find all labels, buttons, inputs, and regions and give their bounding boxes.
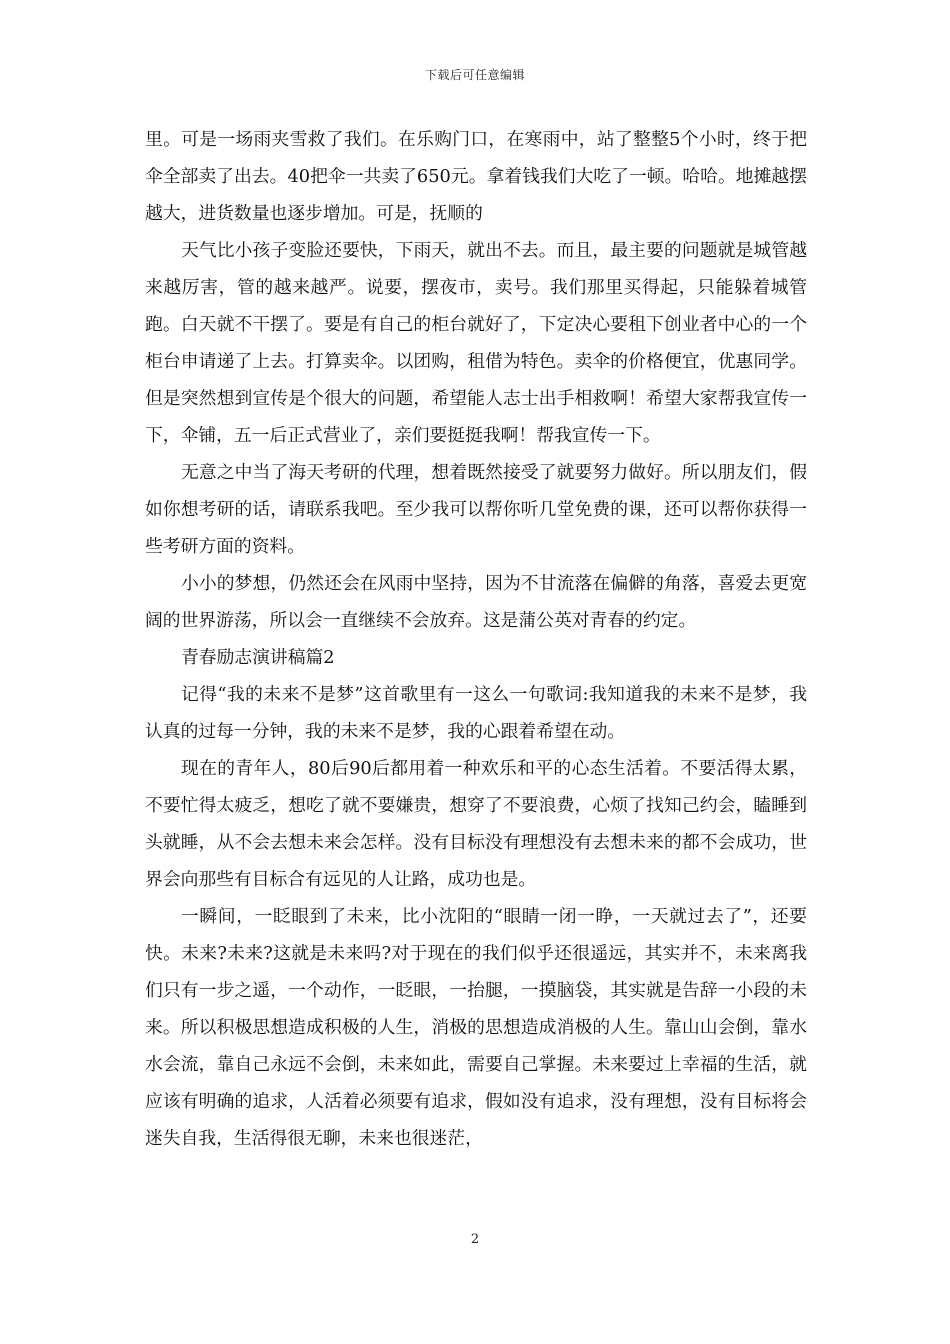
paragraph: 里。可是一场雨夹雪救了我们。在乐购门口，在寒雨中，站了整整5个小时，终于把伞全部卖了出去。40把伞一共卖了650元。拿着钱我们大吃了一顿。哈哈。地摊越摆越大，进货数量也逐步增加。可是，抚顺的 xyxy=(145,129,807,224)
paragraph: 一瞬间，一眨眼到了未来，比小沈阳的“眼睛一闭一睁，一天就过去了”，还要快。未来?未来?这就是未来吗?对于现在的我们似乎还很遥远，其实并不，未来离我们只有一步之遥，一个动作，一眨眼，一抬腿，一摸脑袋，其实就是告辞一小段的未来。所以积极思想造成积极的人生，消极的思想造成消极的人生。靠山山会倒，靠水水会流，靠自己永远不会倒，未来如此，需要自己掌握。未来要过上幸福的生活，就应该有明确的追求，人活着必须要有追求，假如没有追求，没有理想，没有目标将会迷失自我，生活得很无聊，未来也很迷茫， xyxy=(145,906,807,1149)
paragraph: 现在的青年人，80后90后都用着一种欢乐和平的心态生活着。不要活得太累，不要忙得太疲乏，想吃了就不要嫌贵，想穿了不要浪费，心烦了找知己约会，瞌睡到头就睡，从不会去想未来会怎样。没有目标没有理想没有去想未来的都不会成功，世界会向那些有目标合有远见的人让路，成功也是。 xyxy=(145,758,807,890)
section-heading: 青春励志演讲稿篇2 xyxy=(181,647,335,668)
paragraph: 无意之中当了海天考研的代理，想着既然接受了就要努力做好。所以朋友们，假如你想考研的话，请联系我吧。至少我可以帮你听几堂免费的课，还可以帮你获得一些考研方面的资料。 xyxy=(145,462,807,557)
paragraph: 天气比小孩子变脸还要快，下雨天，就出不去。而且，最主要的问题就是城管越来越厉害，管的越来越严。说要，摆夜市，卖号。我们那里买得起，只能躲着城管跑。白天就不干摆了。要是有自己的柜台就好了，下定决心要租下创业者中心的一个柜台申请递了上去。打算卖伞。以团购，租借为特色。卖伞的价格便宜，优惠同学。但是突然想到宣传是个很大的问题，希望能人志士出手相救啊！希望大家帮我宣传一下，伞铺，五一后正式营业了，亲们要挺挺我啊！帮我宣传一下。 xyxy=(145,240,807,446)
document-body xyxy=(145,121,807,1157)
page-header: 下载后可任意编辑 xyxy=(424,68,525,82)
paragraph: 记得“我的未来不是梦”这首歌里有一这么一句歌词:我知道我的未来不是梦，我认真的过每一分钟，我的未来不是梦，我的心跟着希望在动。 xyxy=(145,684,807,742)
page-number: 2 xyxy=(470,1232,480,1247)
paragraph: 小小的梦想，仍然还会在风雨中坚持，因为不甘流落在偏僻的角落，喜爱去更宽阔的世界游荡，所以会一直继续不会放弃。这是蒲公英对青春的约定。 xyxy=(145,573,807,631)
